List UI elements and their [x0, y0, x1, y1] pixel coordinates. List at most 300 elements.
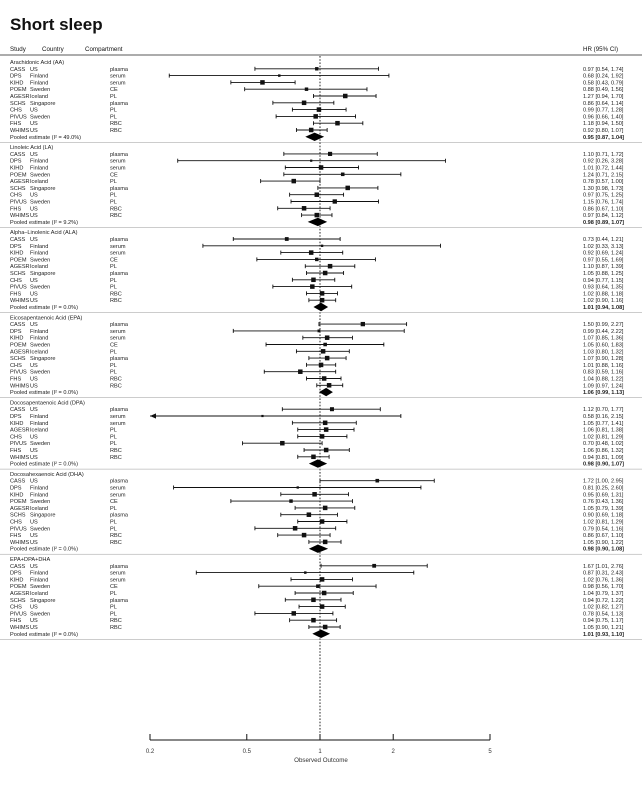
study-country: US [30, 383, 38, 390]
point-estimate [315, 192, 320, 197]
point-estimate [285, 237, 289, 241]
study-hr-label: 1.03 [0.80, 1.32] [583, 349, 624, 356]
study-compartment: RBC [110, 383, 122, 390]
study-country: Sweden [30, 441, 51, 448]
study-country: US [30, 625, 38, 631]
study-compartment: serum [110, 492, 126, 499]
x-axis-tick-label: 5 [488, 749, 492, 755]
study-country: Finland [30, 80, 49, 87]
study-compartment: plasma [110, 563, 129, 570]
study-hr-label: 1.09 [0.97, 1.24] [583, 383, 624, 390]
pooled-hr-label: 0.98 [0.89, 1.07] [583, 219, 625, 226]
study-hr-label: 0.68 [0.24, 1.92] [583, 73, 624, 80]
study-country: Singapore [30, 100, 56, 107]
study-name: AGESR [10, 505, 30, 512]
study-hr-label: 0.86 [0.64, 1.14] [583, 100, 624, 107]
study-name: KIHD [10, 492, 24, 499]
study-country: US [30, 213, 38, 220]
study-hr-label: 1.10 [0.71, 1.72] [583, 151, 624, 158]
study-compartment: serum [110, 485, 126, 492]
study-country: Finland [30, 250, 49, 257]
study-name: KIHD [10, 577, 24, 584]
study-name: WHIMS [10, 383, 30, 390]
point-estimate [323, 540, 328, 545]
group-heading: EPA+DPA+DHA [10, 557, 51, 563]
pooled-diamond [319, 388, 333, 396]
study-name: CHS [10, 604, 22, 611]
study-compartment: serum [110, 420, 126, 427]
study-hr-label: 0.78 [0.54, 1.13] [583, 611, 624, 618]
study-hr-label: 0.95 [0.69, 1.31] [583, 492, 624, 499]
study-country: US [30, 121, 38, 128]
study-compartment: plasma [110, 322, 129, 329]
study-compartment: PL [110, 114, 117, 121]
study-name: CHS [10, 519, 22, 526]
study-compartment: plasma [110, 356, 129, 363]
study-name: POEM [10, 584, 27, 591]
point-estimate [292, 179, 297, 184]
study-hr-label: 1.05 [0.79, 1.39] [583, 505, 624, 512]
pooled-hr-label: 1.01 [0.93, 1.10] [583, 631, 625, 638]
point-estimate [361, 322, 365, 326]
study-country: US [30, 519, 38, 526]
study-compartment: plasma [110, 597, 129, 604]
study-name: WHIMS [10, 128, 30, 134]
point-estimate [333, 199, 337, 203]
study-hr-label: 1.06 [0.86, 1.32] [583, 448, 624, 454]
study-name: WHIMS [10, 454, 30, 461]
study-country: Iceland [30, 264, 49, 271]
study-name: WHIMS [10, 213, 30, 220]
study-hr-label: 0.92 [0.69, 1.24] [583, 250, 624, 257]
study-compartment: serum [110, 73, 126, 80]
study-name: PIVUS [10, 114, 27, 121]
point-estimate [325, 335, 330, 340]
study-compartment: plasma [110, 512, 129, 519]
pooled-label: Pooled estimate (I² = 0.0%) [10, 631, 78, 638]
study-name: KIHD [10, 165, 24, 172]
study-hr-label: 0.94 [0.81, 1.09] [583, 454, 624, 461]
point-estimate [320, 604, 325, 609]
study-compartment: PL [110, 604, 117, 611]
pooled-diamond [309, 545, 328, 553]
study-hr-label: 1.02 [0.81, 1.29] [583, 434, 624, 441]
point-estimate [320, 298, 325, 303]
point-estimate [293, 526, 298, 531]
study-name: CASS [10, 151, 26, 158]
study-compartment: plasma [110, 237, 129, 243]
study-hr-label: 0.98 [0.56, 1.70] [583, 584, 624, 591]
point-estimate [319, 363, 324, 368]
study-compartment: serum [110, 243, 126, 250]
study-name: CHS [10, 362, 22, 369]
point-estimate [297, 486, 299, 488]
point-estimate [307, 512, 312, 517]
study-hr-label: 1.05 [0.88, 1.25] [583, 271, 624, 277]
study-hr-label: 0.97 [0.54, 1.74] [583, 66, 624, 73]
study-country: Singapore [30, 271, 56, 277]
study-name: PIVUS [10, 441, 27, 448]
study-compartment: RBC [110, 291, 122, 298]
point-estimate [328, 152, 332, 156]
study-compartment: PL [110, 199, 117, 206]
study-hr-label: 0.99 [0.44, 2.22] [583, 328, 624, 335]
pooled-label: Pooled estimate (I² = 0.0%) [10, 305, 78, 311]
study-compartment: PL [110, 349, 117, 356]
point-estimate [320, 291, 325, 296]
study-compartment: PL [110, 427, 117, 434]
point-estimate [321, 245, 323, 247]
study-country: US [30, 618, 38, 625]
study-country: Finland [30, 414, 49, 420]
pooled-diamond [305, 133, 324, 141]
study-hr-label: 1.01 [0.72, 1.44] [583, 165, 624, 172]
study-compartment: serum [110, 570, 126, 577]
study-compartment: serum [110, 577, 126, 584]
study-hr-label: 0.97 [0.75, 1.25] [583, 192, 624, 199]
study-hr-label: 0.73 [0.44, 1.21] [583, 237, 624, 243]
study-compartment: PL [110, 94, 117, 100]
study-country: US [30, 563, 38, 570]
forest-rows [0, 60, 642, 639]
study-hr-label: 0.70 [0.48, 1.02] [583, 441, 624, 448]
study-compartment: serum [110, 80, 126, 87]
study-country: Singapore [30, 356, 56, 363]
study-name: DPS [10, 485, 22, 492]
study-hr-label: 1.05 [0.90, 1.21] [583, 625, 624, 631]
ci-arrow-left [150, 413, 156, 418]
point-estimate [322, 376, 327, 381]
study-compartment: PL [110, 107, 117, 114]
study-hr-label: 0.97 [0.55, 1.69] [583, 257, 624, 264]
study-compartment: PL [110, 277, 117, 284]
study-compartment: plasma [110, 66, 129, 73]
study-country: US [30, 107, 38, 114]
study-compartment: serum [110, 165, 126, 172]
study-compartment: serum [110, 414, 126, 420]
study-hr-label: 1.07 [0.90, 1.28] [583, 356, 624, 363]
study-name: SCHS [10, 512, 26, 519]
study-country: Finland [30, 165, 49, 172]
group-heading: Alpha–Linolenic Acid (ALA) [10, 230, 78, 237]
study-name: POEM [10, 499, 27, 506]
pooled-diamond [312, 630, 330, 638]
study-country: Iceland [30, 505, 49, 512]
study-hr-label: 0.76 [0.43, 1.36] [583, 499, 624, 506]
point-estimate [309, 250, 314, 255]
study-name: FHS [10, 291, 22, 298]
point-estimate [312, 492, 317, 497]
study-compartment: serum [110, 328, 126, 335]
group-heading: Eicosapentaenoic Acid (EPA) [10, 315, 83, 322]
study-name: FHS [10, 121, 22, 128]
point-estimate [345, 186, 350, 191]
study-compartment: RBC [110, 213, 122, 220]
study-hr-label: 1.12 [0.70, 1.77] [583, 407, 624, 414]
study-compartment: PL [110, 362, 117, 369]
study-hr-label: 0.88 [0.49, 1.56] [583, 87, 624, 94]
study-compartment: PL [110, 441, 117, 448]
study-compartment: RBC [110, 376, 122, 383]
study-hr-label: 1.05 [0.60, 1.83] [583, 342, 624, 349]
study-name: DPS [10, 73, 22, 80]
point-estimate [343, 94, 348, 99]
study-hr-label: 0.92 [0.80, 1.07] [583, 128, 624, 134]
study-compartment: CE [110, 342, 118, 349]
study-hr-label: 0.78 [0.57, 1.00] [583, 179, 624, 186]
point-estimate [325, 356, 330, 361]
study-country: Sweden [30, 611, 51, 618]
study-country: US [30, 66, 38, 73]
study-name: AGESR [10, 264, 30, 271]
study-country: Sweden [30, 369, 51, 376]
pooled-hr-label: 1.06 [0.99, 1.13] [583, 390, 625, 397]
study-country: Sweden [30, 584, 51, 591]
study-country: Singapore [30, 597, 56, 604]
study-name: WHIMS [10, 625, 30, 631]
study-hr-label: 0.86 [0.67, 1.10] [583, 533, 624, 540]
study-hr-label: 1.10 [0.87, 1.39] [583, 264, 624, 271]
study-hr-label: 0.97 [0.84, 1.12] [583, 213, 624, 220]
study-hr-label: 0.94 [0.75, 1.17] [583, 618, 624, 625]
pooled-diamond [308, 218, 327, 226]
study-country: Finland [30, 492, 49, 499]
point-estimate [260, 80, 265, 85]
point-estimate [324, 427, 329, 432]
study-country: Sweden [30, 199, 51, 206]
study-name: PIVUS [10, 526, 27, 533]
pooled-label: Pooled estimate (I² = 0.0%) [10, 546, 78, 553]
point-estimate [328, 264, 333, 269]
study-country: US [30, 376, 38, 383]
study-compartment: PL [110, 179, 117, 186]
study-name: DPS [10, 243, 22, 250]
pooled-hr-label: 0.98 [0.90, 1.08] [583, 546, 625, 553]
study-compartment: plasma [110, 151, 129, 158]
study-name: SCHS [10, 185, 26, 192]
study-name: CASS [10, 478, 26, 485]
point-estimate [302, 206, 307, 211]
x-axis-tick-label: 0.2 [145, 749, 155, 755]
study-name: AGESR [10, 349, 30, 356]
study-name: CASS [10, 407, 26, 414]
study-name: CHS [10, 107, 22, 114]
study-compartment: CE [110, 584, 118, 591]
point-estimate [298, 369, 303, 374]
study-hr-label: 0.58 [0.43, 0.79] [583, 80, 624, 87]
point-estimate [330, 407, 334, 411]
study-name: KIHD [10, 420, 24, 427]
study-name: AGESR [10, 427, 30, 434]
study-country: US [30, 192, 38, 199]
study-name: CASS [10, 563, 26, 570]
study-country: Sweden [30, 257, 51, 264]
study-country: Sweden [30, 172, 51, 179]
study-compartment: RBC [110, 448, 122, 454]
study-compartment: plasma [110, 407, 129, 414]
point-estimate [310, 284, 315, 289]
study-compartment: RBC [110, 539, 122, 546]
study-name: POEM [10, 172, 27, 179]
study-name: DPS [10, 570, 22, 577]
study-compartment: RBC [110, 128, 122, 134]
header-study: Study [10, 46, 26, 53]
study-compartment: RBC [110, 298, 122, 305]
study-name: POEM [10, 257, 27, 264]
study-name: DPS [10, 158, 22, 165]
point-estimate [311, 618, 316, 623]
study-country: Finland [30, 335, 49, 342]
study-hr-label: 1.02 [0.88, 1.18] [583, 291, 624, 298]
study-name: WHIMS [10, 298, 30, 305]
study-compartment: CE [110, 172, 118, 179]
study-compartment: RBC [110, 206, 122, 213]
header-compartment: Compartment [85, 46, 123, 53]
study-name: FHS [10, 618, 22, 625]
study-country: US [30, 151, 38, 158]
study-country: Sweden [30, 342, 51, 349]
study-name: CASS [10, 322, 26, 329]
point-estimate [315, 213, 320, 218]
pooled-diamond [309, 459, 327, 467]
study-country: Sweden [30, 284, 51, 291]
point-estimate [304, 571, 306, 573]
point-estimate [302, 101, 307, 106]
study-country: Finland [30, 420, 49, 427]
x-axis-tick-label: 0.5 [242, 749, 251, 755]
point-estimate [311, 598, 316, 603]
study-compartment: serum [110, 158, 126, 165]
study-hr-label: 0.86 [0.67, 1.10] [583, 206, 624, 213]
study-name: FHS [10, 448, 22, 454]
study-compartment: RBC [110, 625, 122, 631]
study-hr-label: 1.05 [0.90, 1.22] [583, 539, 624, 546]
study-hr-label: 0.83 [0.59, 1.16] [583, 369, 624, 376]
study-country: US [30, 298, 38, 305]
study-country: Sweden [30, 87, 51, 94]
study-name: PIVUS [10, 611, 27, 618]
study-name: CASS [10, 66, 26, 73]
study-hr-label: 1.18 [0.94, 1.50] [583, 121, 624, 128]
study-country: US [30, 322, 38, 329]
study-hr-label: 1.72 [1.00, 2.95] [583, 478, 624, 485]
study-name: SCHS [10, 271, 26, 277]
study-hr-label: 0.90 [0.69, 1.18] [583, 512, 624, 519]
point-estimate [323, 506, 328, 511]
study-compartment: CE [110, 257, 118, 264]
study-compartment: PL [110, 284, 117, 291]
study-compartment: PL [110, 611, 117, 618]
point-estimate [323, 343, 327, 347]
study-name: PIVUS [10, 369, 27, 376]
study-compartment: PL [110, 505, 117, 512]
study-compartment: RBC [110, 533, 122, 540]
pooled-hr-label: 0.95 [0.87, 1.04] [583, 134, 625, 141]
study-name: PIVUS [10, 199, 27, 206]
study-hr-label: 1.02 [0.33, 3.13] [583, 243, 624, 250]
study-hr-label: 1.02 [0.81, 1.29] [583, 519, 624, 526]
point-estimate [289, 499, 292, 502]
study-hr-label: 1.15 [0.76, 1.74] [583, 199, 624, 206]
study-compartment: plasma [110, 100, 129, 107]
study-country: Iceland [30, 427, 49, 434]
study-compartment: RBC [110, 454, 122, 461]
point-estimate [313, 114, 318, 119]
study-country: Finland [30, 485, 49, 492]
point-estimate [375, 479, 379, 483]
study-hr-label: 1.04 [0.88, 1.22] [583, 376, 624, 383]
study-country: Iceland [30, 591, 49, 597]
study-compartment: CE [110, 87, 118, 94]
point-estimate [278, 74, 280, 76]
x-axis-tick-label: 2 [391, 749, 395, 755]
study-hr-label: 1.05 [0.77, 1.41] [583, 420, 624, 427]
study-compartment: plasma [110, 185, 129, 192]
study-country: Iceland [30, 179, 49, 186]
study-compartment: plasma [110, 271, 129, 277]
study-name: SCHS [10, 597, 26, 604]
study-country: US [30, 237, 38, 243]
study-name: POEM [10, 87, 27, 94]
study-name: DPS [10, 328, 22, 335]
study-country: US [30, 448, 38, 454]
point-estimate [327, 383, 332, 388]
study-name: CHS [10, 277, 22, 284]
study-compartment: CE [110, 499, 118, 506]
study-hr-label: 0.81 [0.25, 2.60] [583, 485, 624, 492]
study-hr-label: 1.30 [0.98, 1.73] [583, 185, 624, 192]
study-name: PIVUS [10, 284, 27, 291]
point-estimate [324, 448, 329, 453]
study-name: KIHD [10, 250, 24, 257]
point-estimate [316, 584, 320, 588]
x-axis-label: Observed Outcome [294, 757, 348, 764]
study-name: CHS [10, 192, 22, 199]
point-estimate [292, 611, 297, 616]
point-estimate [309, 128, 314, 133]
study-country: US [30, 454, 38, 461]
study-hr-label: 1.02 [0.90, 1.16] [583, 298, 624, 305]
study-compartment: RBC [110, 618, 122, 625]
point-estimate [261, 415, 263, 417]
point-estimate [280, 441, 285, 446]
study-hr-label: 0.96 [0.66, 1.40] [583, 114, 624, 121]
study-country: Singapore [30, 185, 56, 192]
study-name: CASS [10, 237, 26, 243]
study-compartment: RBC [110, 121, 122, 128]
study-country: Sweden [30, 114, 51, 121]
study-compartment: PL [110, 519, 117, 526]
point-estimate [323, 271, 328, 276]
study-hr-label: 1.06 [0.81, 1.38] [583, 427, 624, 434]
study-country: US [30, 277, 38, 284]
point-estimate [323, 421, 328, 426]
study-country: US [30, 533, 38, 540]
study-hr-label: 0.94 [0.77, 1.15] [583, 277, 624, 284]
study-country: Sweden [30, 499, 51, 506]
study-country: US [30, 206, 38, 213]
study-country: Singapore [30, 512, 56, 519]
point-estimate [305, 87, 308, 90]
point-estimate [311, 278, 316, 283]
pooled-label: Pooled estimate (I² = 9.2%) [10, 219, 78, 226]
study-country: US [30, 434, 38, 441]
point-estimate [320, 434, 325, 439]
study-name: DPS [10, 414, 22, 420]
study-name: FHS [10, 206, 22, 213]
study-hr-label: 0.94 [0.72, 1.22] [583, 597, 624, 604]
study-country: US [30, 604, 38, 611]
